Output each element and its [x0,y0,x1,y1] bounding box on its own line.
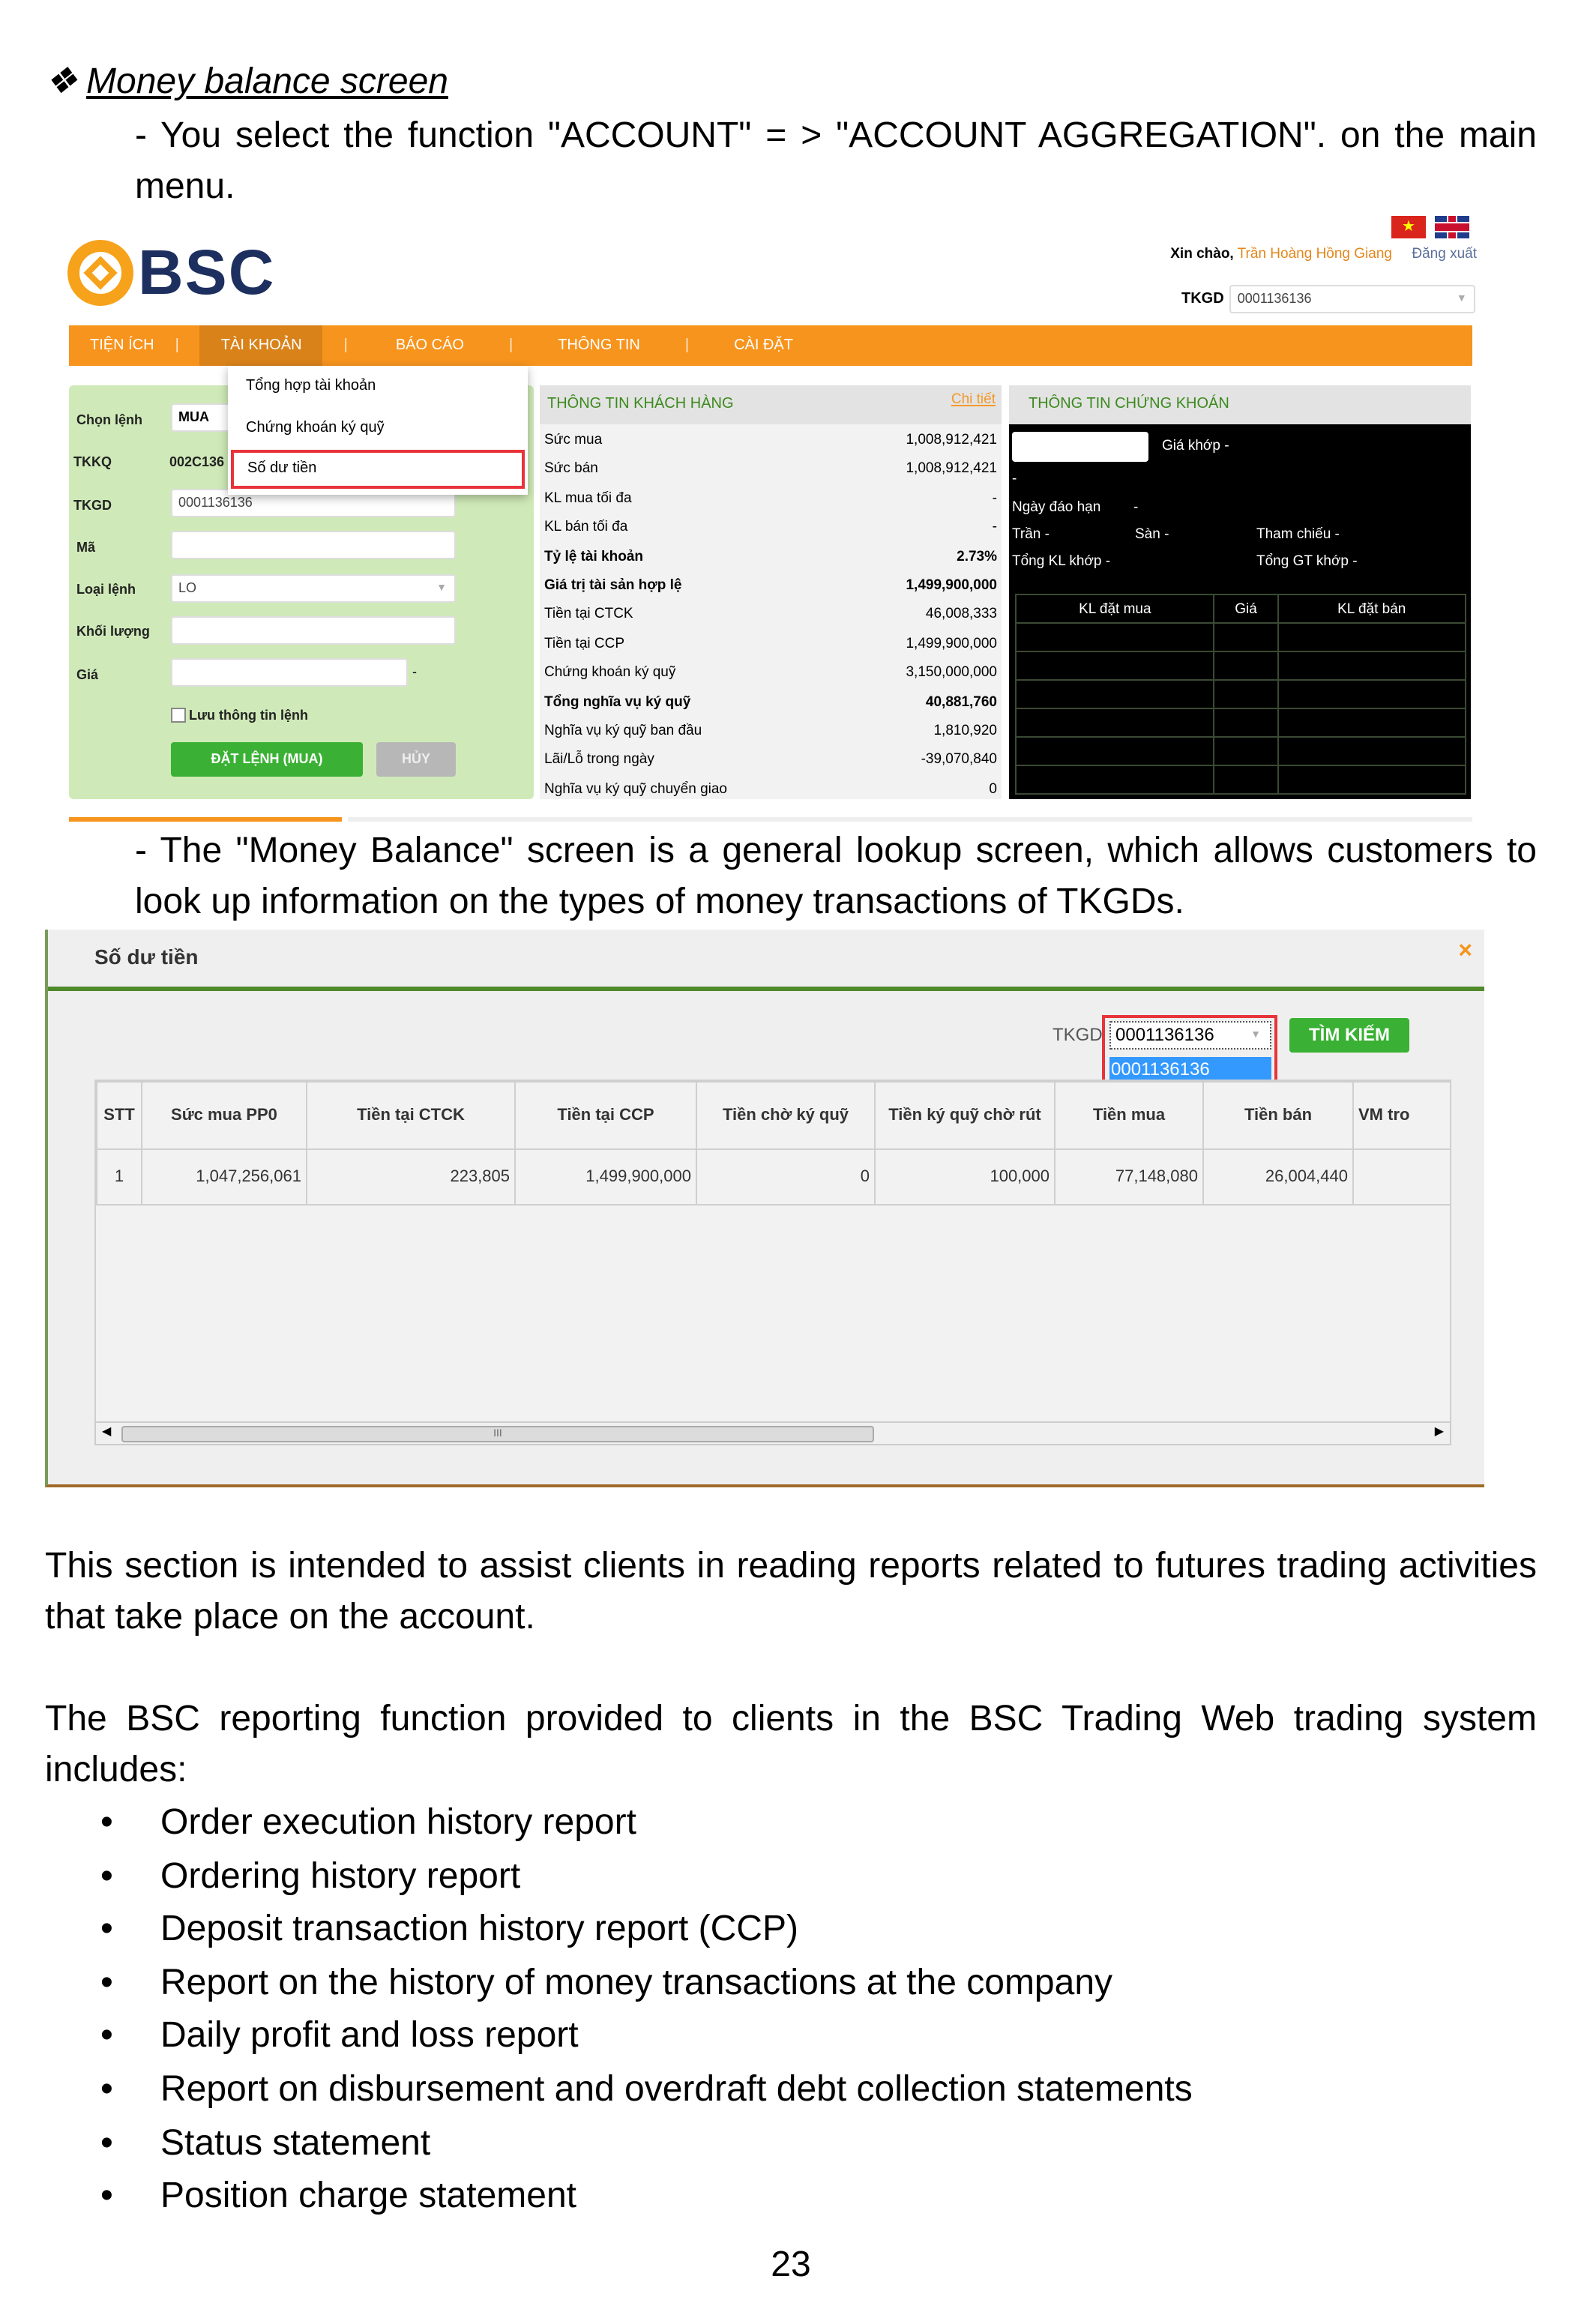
column-header[interactable]: Tiền bán [1203,1082,1353,1149]
customer-info-row [540,571,1002,600]
row-value: 40,881,760 [925,693,997,711]
customer-info-row [540,774,1002,804]
row-label: Lãi/Lỗ trong ngày [544,751,654,768]
row-label: Tiền tại CTCK [544,606,633,623]
customer-info-row [540,717,1002,746]
menu-item-margin-securities[interactable]: Chứng khoán ký quỹ [246,420,385,436]
table-cell: 223,805 [307,1149,515,1205]
row-label: Nghĩa vụ ký quỹ ban đầu [544,722,702,739]
table-cell: 26,004,440 [1203,1149,1353,1205]
nav-tien-ich[interactable]: TIỆN ÍCH [90,337,154,354]
customer-info-rows [540,424,1002,804]
diamond-bullet-icon: ❖ [45,61,78,102]
column-header[interactable]: Tiền chờ ký quỹ [696,1082,875,1149]
row-value: - [992,490,997,507]
heading-text: Money balance screen [86,61,448,102]
uk-flag-icon[interactable] [1435,216,1469,238]
close-icon[interactable]: × [1458,939,1472,964]
security-info-header: THÔNG TIN CHỨNG KHOÁN [1029,396,1229,412]
order-tkgd-select[interactable]: 0001136136 [171,489,456,517]
table-cell: 0 [696,1149,875,1205]
money-balance-dialog: Số dư tiền × TKGD 0001136136 ▼ 0001136136 TÌM KIẾM STT Sức mua PP0 Tiền tại CTCK Tiền tại CCP Tiền chờ ký quỹ Tiền ký quỹ chờ rút Tiền mua Tiền bán VM tro 1 1,047,256,061 223,805 1,499,900,000 0 100,000 77,148,080 26,004,440 ◀ III ▶ [45,930,1484,1487]
user-name[interactable]: Trần Hoàng Hồng Giang [1237,246,1392,262]
column-header[interactable]: Tiền mua [1055,1082,1203,1149]
price-input[interactable] [171,658,408,687]
customer-info-row [540,629,1002,658]
chevron-down-icon: ▼ [1456,294,1467,304]
column-header[interactable]: STT [97,1082,142,1149]
order-book-header: KL đặt mua Giá KL đặt bán [1016,594,1466,623]
list-item: • Order execution history report [160,1796,1540,1849]
list-item: • Deposit transaction history report (CCP) [160,1903,1540,1956]
row-label: Tổng nghĩa vụ ký quỹ [544,693,691,711]
dialog-title: Số dư tiền [94,945,199,969]
column-header[interactable]: Tiền tại CTCK [307,1082,515,1149]
table-cell [1353,1149,1451,1205]
list-item: • Position charge statement [160,2170,1540,2223]
menu-item-account-summary[interactable]: Tổng hợp tài khoản [246,378,376,394]
account-dropdown-menu [228,366,528,495]
row-label: Nghĩa vụ ký quỹ chuyển giao [544,780,727,798]
column-header[interactable]: VM tro [1353,1082,1451,1149]
logout-link[interactable]: Đăng xuất [1412,246,1477,262]
page-number: 23 [771,2245,811,2285]
list-item: • Report on the history of money transactions at the company [160,1957,1540,2010]
money-balance-table [96,1081,1451,1205]
list-item: • Report on disbursement and overdraft debt collection statements [160,2063,1540,2116]
language-flags[interactable] [1391,216,1469,238]
detail-link[interactable]: Chi tiết [951,391,996,408]
nav-thong-tin[interactable]: THÔNG TIN [558,337,640,354]
header-tkgd-select[interactable]: 0001136136 ▼ [1230,285,1476,313]
nav-bao-cao[interactable]: BÁO CÁO [395,337,464,354]
table-cell: 1,499,900,000 [515,1149,696,1205]
row-value: 46,008,333 [925,606,997,623]
bsc-logo: BSC [67,237,275,309]
table-cell: 1 [97,1149,142,1205]
row-value: 1,008,912,421 [906,460,997,478]
horizontal-scrollbar[interactable] [94,1421,1451,1445]
nav-tai-khoan[interactable]: TÀI KHOẢN [200,325,323,366]
tkgd-dropdown-option[interactable]: 0001136136 [1109,1057,1271,1083]
row-value: - [992,519,997,536]
table-row[interactable] [97,1149,1451,1205]
customer-info-row [540,426,1002,455]
scroll-left-arrow-icon[interactable]: ◀ [102,1424,112,1438]
customer-info-row [540,455,1002,484]
quantity-input[interactable] [171,616,456,645]
checkbox-icon[interactable] [171,708,186,723]
order-type-select[interactable]: LO ▼ [171,574,456,603]
table-cell: 100,000 [875,1149,1055,1205]
section-heading [45,60,448,103]
list-item: • Daily profit and loss report [160,2010,1540,2063]
row-label: Tỷ lệ tài khoản [544,548,643,565]
row-value: 1,499,900,000 [906,576,997,594]
place-order-button[interactable]: ĐẶT LỆNH (MUA) [171,742,363,777]
chevron-down-icon: ▼ [1250,1030,1261,1041]
customer-info-row [540,658,1002,687]
save-order-checkbox[interactable]: Lưu thông tin lệnh [171,708,308,723]
list-item: • Ordering history report [160,1849,1540,1903]
row-label: Tiền tại CCP [544,635,624,652]
customer-info-header: THÔNG TIN KHÁCH HÀNG Chi tiết [540,385,1002,424]
section-intro-paragraph: This section is intended to assist clients in reading reports related to futures trading activities that take place on the account. [45,1546,1537,1637]
table-cell: 1,047,256,061 [142,1149,307,1205]
table-cell: 77,148,080 [1055,1149,1203,1205]
chevron-down-icon: ▼ [436,583,447,594]
row-label: KL mua tối đa [544,490,632,507]
row-label: Sức mua [544,432,603,448]
customer-info-row [540,513,1002,542]
row-label: Chứng khoán ký quỹ [544,664,676,681]
scrollbar-thumb[interactable]: III [121,1426,874,1442]
customer-info-panel [540,385,1002,799]
vietnam-flag-icon[interactable]: ★ [1391,216,1426,238]
report-list [160,1796,1540,2224]
customer-info-row [540,542,1002,571]
header-tkgd: TKGD 0001136136 ▼ [1181,285,1476,313]
customer-info-row [540,687,1002,717]
scroll-right-arrow-icon[interactable]: ▶ [1434,1424,1444,1438]
nav-cai-dat[interactable]: CÀI ĐẶT [734,337,793,354]
table-header-row [97,1082,1451,1149]
row-label: Sức bán [544,460,598,478]
row-label: KL bán tối đa [544,519,628,536]
customer-info-row [540,484,1002,514]
symbol-input[interactable] [171,531,456,559]
column-header[interactable]: Tiền tại CCP [515,1082,696,1149]
customer-info-row [540,746,1002,775]
tkgd-select[interactable]: 0001136136 ▼ [1109,1021,1271,1050]
description-paragraph: - The "Money Balance" screen is a general lookup screen, which allows customers to look up information on the types of money transactions of TKGDs. [135,831,1537,922]
greeting: Xin chào, Trần Hoàng Hồng Giang Đăng xuất [1170,246,1477,262]
customer-info-row [540,600,1002,630]
order-side-select[interactable]: MUA [171,403,231,432]
row-value: 2.73% [957,548,997,565]
reporting-function-paragraph: The BSC reporting function provided to clients in the BSC Trading Web trading system includes: [45,1699,1537,1790]
row-value: 1,008,912,421 [906,432,997,448]
search-button[interactable]: TÌM KIẾM [1289,1018,1409,1053]
row-value: 0 [989,780,997,798]
instruction-paragraph: - You select the function "ACCOUNT" = > "ACCOUNT AGGREGATION". on the main menu. [135,115,1537,207]
order-panel: Chọn lệnh MUA TKKQ 002C136 TKGD 0001136136 Mã Loại lệnh LO ▼ Khối lượng Giá - Lưu thông tin lệnh ĐẶT LỆNH (MUA) HỦY [69,385,534,799]
row-value: 1,499,900,000 [906,635,997,652]
main-nav: TIỆN ÍCH | TÀI KHOẢN | BÁO CÁO | THÔNG TIN | CÀI ĐẶT [69,325,1472,366]
row-value: -39,070,840 [921,751,997,768]
list-item: • Status statement [160,2116,1540,2170]
order-book-table [1015,594,1466,795]
row-value: 3,150,000,000 [906,664,997,681]
bsc-logo-icon [67,240,133,306]
menu-item-money-balance[interactable]: Số dư tiền [231,450,525,489]
security-symbol-input[interactable] [1012,432,1148,462]
column-header[interactable]: Sức mua PP0 [142,1082,307,1149]
money-balance-table-container [94,1080,1451,1445]
row-label: Giá trị tài sản hợp lệ [544,576,682,594]
cancel-button[interactable]: HỦY [376,742,456,777]
column-header[interactable]: Tiền ký quỹ chờ rút [875,1082,1055,1149]
row-value: 1,810,920 [933,722,997,739]
